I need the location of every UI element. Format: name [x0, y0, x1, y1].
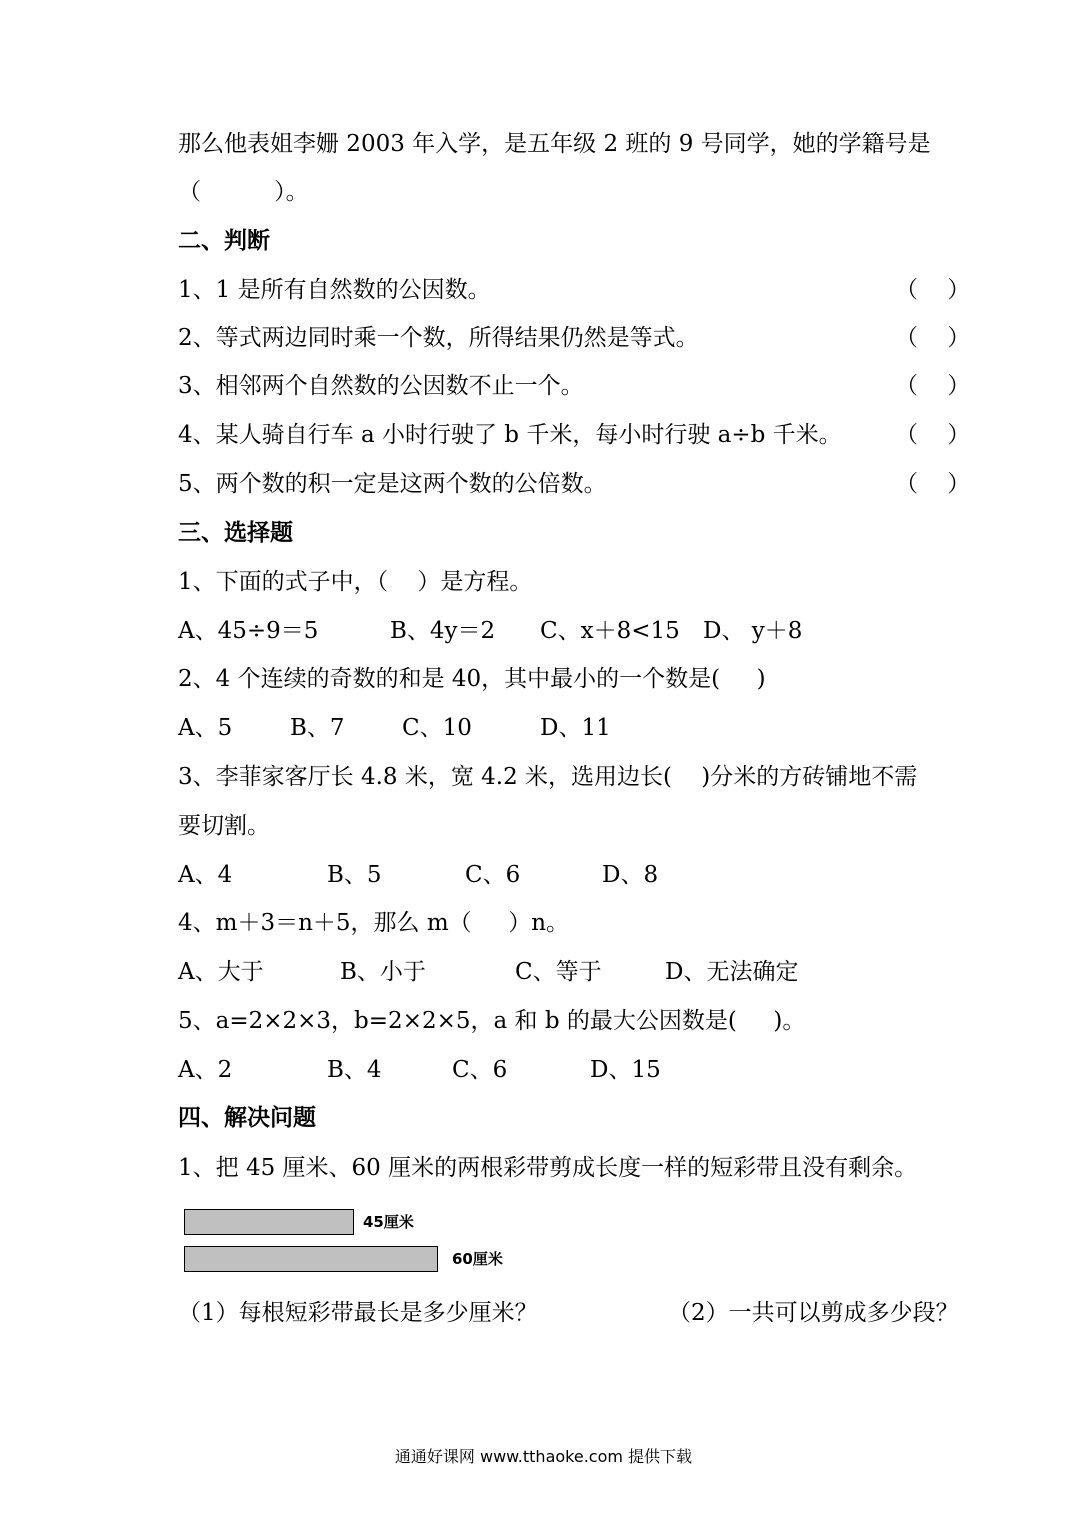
choice-5-option-d[interactable]: D、15 — [590, 1057, 661, 1083]
choice-3-option-b[interactable]: B、5 — [327, 862, 382, 888]
choice-2-option-a[interactable]: A、5 — [178, 715, 233, 741]
choice-3-option-d[interactable]: D、8 — [602, 862, 659, 888]
section-2-title: 二、判断 — [178, 227, 270, 254]
judge-answer-5[interactable]: （ ） — [895, 471, 971, 497]
judge-answer-3[interactable]: （ ） — [895, 373, 971, 399]
choice-4-option-b[interactable]: B、小于 — [340, 959, 426, 985]
choice-5-option-c[interactable]: C、6 — [452, 1057, 508, 1083]
choice-question-3-line-2: 要切割。 — [178, 813, 270, 839]
choice-question-1: 1、下面的式子中，（ ）是方程。 — [178, 569, 533, 595]
choice-1-option-c[interactable]: C、x＋8<15 — [540, 618, 680, 644]
problem-1-text: 1、把 45 厘米、60 厘米的两根彩带剪成长度一样的短彩带且没有剩余。 — [178, 1155, 918, 1181]
choice-3-option-a[interactable]: A、4 — [178, 862, 233, 888]
ribbon-60-label: 60厘米 — [452, 1250, 503, 1268]
judge-answer-4[interactable]: （ ） — [895, 422, 971, 448]
judge-item-5: 5、两个数的积一定是这两个数的公倍数。 — [178, 471, 607, 497]
choice-1-option-d[interactable]: D、 y＋8 — [703, 618, 803, 644]
choice-1-option-a[interactable]: A、45÷9＝5 — [178, 618, 319, 644]
intro-line-1: 那么他表姐李姗 2003 年入学，是五年级 2 班的 9 号同学，她的学籍号是 — [178, 131, 931, 157]
ribbon-60-bar — [184, 1246, 438, 1272]
intro-line-2: （ ）。 — [178, 179, 309, 205]
judge-answer-2[interactable]: （ ） — [895, 325, 971, 351]
judge-item-4: 4、某人骑自行车 a 小时行驶了 b 千米，每小时行驶 a÷b 千米。 — [178, 422, 842, 448]
section-3-title: 三、选择题 — [178, 519, 293, 546]
judge-item-2: 2、等式两边同时乘一个数，所得结果仍然是等式。 — [178, 325, 699, 351]
choice-3-option-c[interactable]: C、6 — [465, 862, 521, 888]
section-4-title: 四、解决问题 — [178, 1104, 316, 1131]
choice-5-option-b[interactable]: B、4 — [327, 1057, 382, 1083]
judge-item-1: 1、1 是所有自然数的公因数。 — [178, 277, 491, 303]
choice-4-option-d[interactable]: D、无法确定 — [665, 959, 799, 985]
choice-question-5: 5、a=2×2×3，b=2×2×5，a 和 b 的最大公因数是( )。 — [178, 1008, 806, 1034]
choice-4-option-c[interactable]: C、等于 — [515, 959, 602, 985]
choice-2-option-b[interactable]: B、7 — [290, 715, 345, 741]
choice-2-option-c[interactable]: C、10 — [402, 715, 472, 741]
ribbon-45-label: 45厘米 — [363, 1213, 414, 1231]
ribbon-45-bar — [184, 1209, 354, 1235]
choice-5-option-a[interactable]: A、2 — [178, 1057, 233, 1083]
choice-4-option-a[interactable]: A、大于 — [178, 959, 264, 985]
problem-1-sub-2: （2）一共可以剪成多少段？ — [668, 1300, 959, 1326]
choice-2-option-d[interactable]: D、11 — [540, 715, 611, 741]
judge-answer-1[interactable]: （ ） — [895, 277, 971, 303]
judge-item-3: 3、相邻两个自然数的公因数不止一个。 — [178, 373, 584, 399]
footer-credit: 通通好课网 www.tthaoke.com 提供下载 — [394, 1447, 693, 1466]
problem-1-sub-1: （1）每根短彩带最长是多少厘米？ — [178, 1300, 538, 1326]
choice-1-option-b[interactable]: B、4y＝2 — [390, 618, 496, 644]
choice-question-2: 2、4 个连续的奇数的和是 40，其中最小的一个数是( ) — [178, 666, 766, 692]
choice-question-3-line-1: 3、李菲家客厅长 4.8 米，宽 4.2 米，选用边长( )分米的方砖铺地不需 — [178, 764, 918, 790]
choice-question-4: 4、m＋3＝n＋5，那么 m（ ）n。 — [178, 910, 570, 936]
